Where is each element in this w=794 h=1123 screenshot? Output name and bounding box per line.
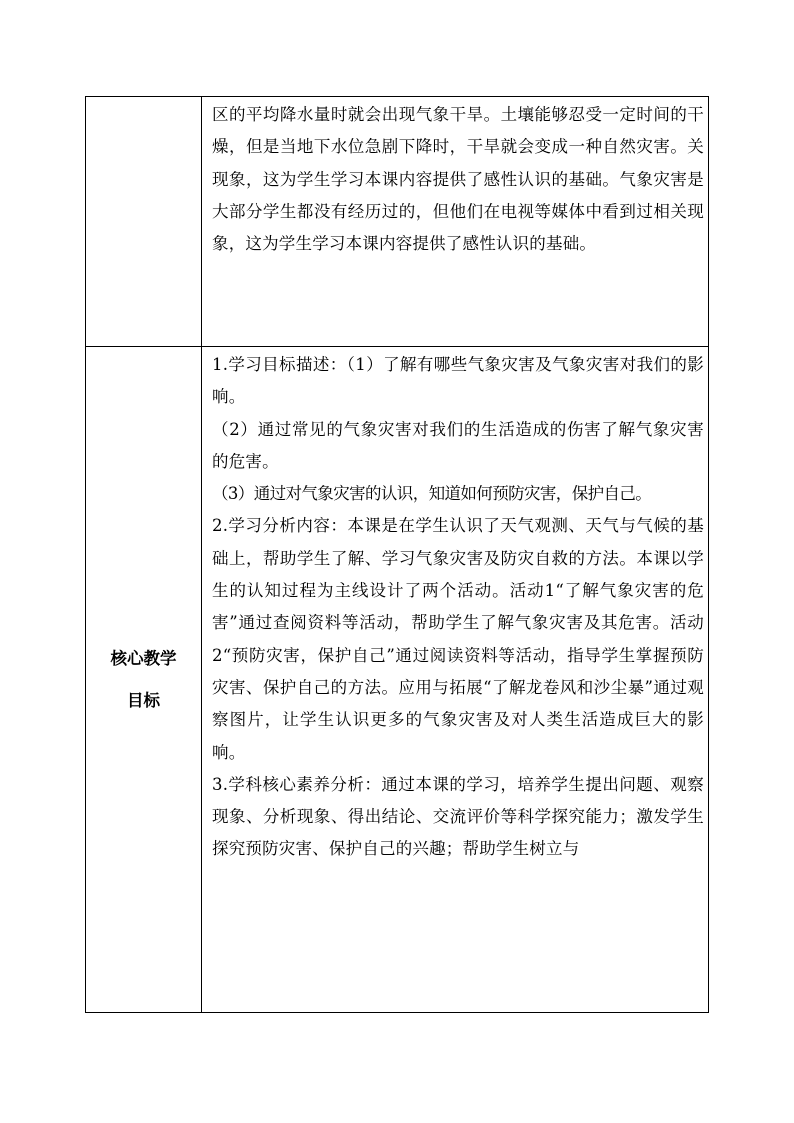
row-content xyxy=(202,347,709,1013)
row-content xyxy=(202,97,709,347)
row-label-empty xyxy=(86,97,202,347)
lesson-plan-table xyxy=(85,96,709,1013)
row-label xyxy=(86,347,202,1013)
row-label-line: 核心教学 xyxy=(110,648,177,668)
content-paragraph: 区的平均降水量时就会出现气象干旱。土壤能够忍受一定时间的干燥，但是当地下水位急剧下降时，干旱就会变成一种自然灾害。关现象，这为学生学习本课内容提供了感性认识的基础。气象灾害是大部分学生都没有经历过的，但他们在电视等媒体中看到过相关现象，这为学生学习本课内容提供了感性认识的基础。 xyxy=(212,105,704,254)
content-paragraph: 2.学习分析内容：本课是在学生认识了天气观测、天气与气候的基础上，帮助学生了解、学习气象灾害及防灾自救的方法。本课以学生的认知过程为主线设计了两个活动。活动1“了解气象灾害的危害”通过查阅资料等活动，帮助学生了解气象灾害及其危害。活动2“预防灾害，保护自己”通过阅读资料等活动，指导学生掌握预防灾害、保护自己的方法。应用与拓展“了解龙卷风和沙尘暴”通过观察图片，让学生认识更多的气象灾害及对人类生活造成巨大的影响。 xyxy=(212,516,704,762)
content-paragraph: 3.学科核心素养分析：通过本课的学习，培养学生提出问题、观察现象、分析现象、得出结论、交流评价等科学探究能力；激发学生探究预防灾害、保护自己的兴趣；帮助学生树立与 xyxy=(212,774,704,859)
table-row xyxy=(86,347,709,1013)
content-paragraph: （3）通过对气象灾害的认识，知道如何预防灾害，保护自己。 xyxy=(212,484,652,504)
content-paragraph: 1.学习目标描述：（1）了解有哪些气象灾害及气象灾害对我们的影响。 xyxy=(212,355,704,407)
table-row xyxy=(86,97,709,347)
content-paragraph: （2）通过常见的气象灾害对我们的生活造成的伤害了解气象灾害的危害。 xyxy=(212,419,704,471)
row-label-line: 目标 xyxy=(127,690,160,710)
